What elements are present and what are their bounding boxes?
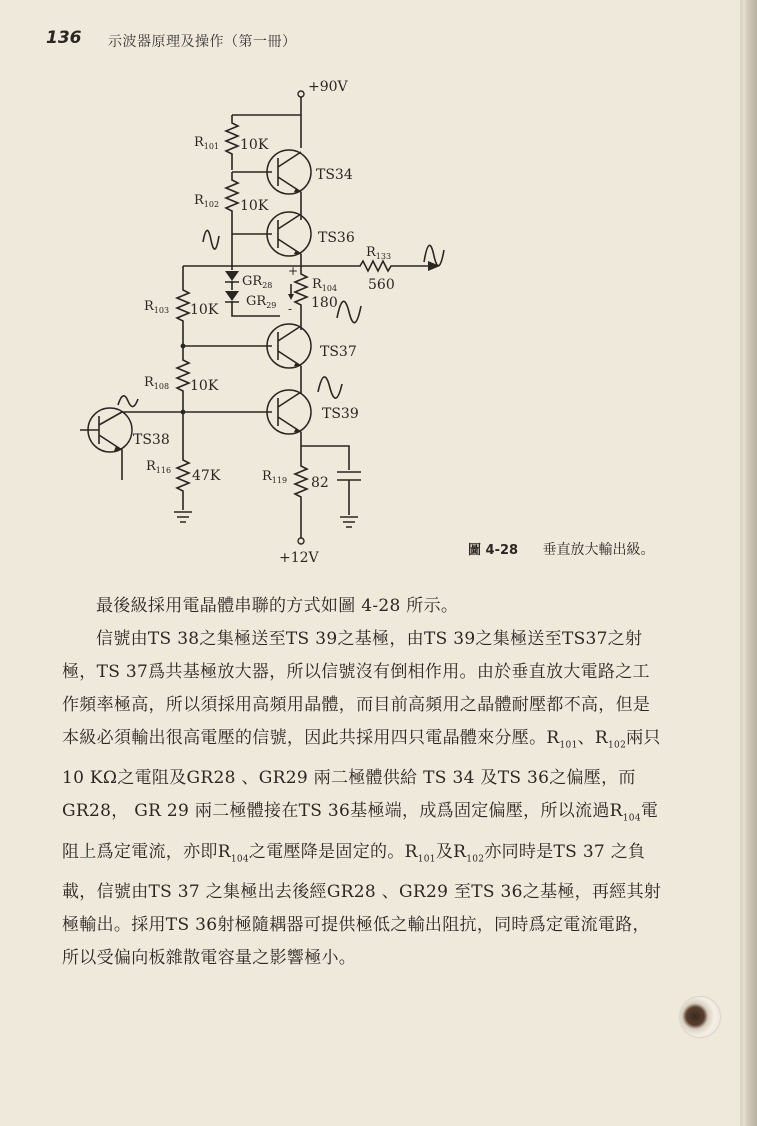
resistor-r101 [226,115,238,170]
r104-value: 180 [311,295,338,311]
paragraph-1: 最後級採用電晶體串聯的方式如圖 4-28 所示。 [96,596,459,616]
resistor-r119 [295,460,307,538]
r101-ref: R [404,841,418,862]
p2-segment-3: 電阻上爲定電流，亦即 [62,801,659,862]
r103-value: 10K [190,302,219,318]
body-text [62,590,666,975]
resistor-r103 [177,266,189,346]
r104-ref: R [609,801,623,822]
resistor-r133 [301,261,428,271]
separator: 及 [435,841,454,862]
running-title: 示波器原理及操作（第一冊） [108,34,297,50]
resistor-r108 [177,346,189,412]
r102-ref: R [453,841,467,862]
transistor-ts36 [267,212,311,256]
r102-value: 10K [240,198,269,214]
ground-icon [174,512,192,522]
polarity-plus: + [288,264,299,278]
diode-gr29-icon [225,291,239,301]
terminal-bottom [298,538,304,544]
binding-hole [680,997,720,1037]
polarity-minus: - [288,302,293,316]
separator: 、 [577,728,595,748]
r119-name: $R_{119}$ [262,469,288,485]
r102-ref-sub: 102 [608,740,627,751]
transistor-ts39-leads [278,392,301,432]
transistor-ts34-leads [278,152,301,192]
resistor-r102 [226,172,238,234]
signal-waveform-icon [203,230,219,249]
r133-name: $R_{133}$ [366,245,392,261]
r116-name: $R_{116}$ [146,459,172,475]
terminal-top [298,91,304,97]
gr29-label: $GR_{29}$ [246,294,277,310]
r104-ref-sub: 104 [622,813,641,824]
r116-value: 47K [192,468,221,484]
p2-segment-1: 信號由TS 38之集極送至TS 39之基極，由TS 39之集極送至TS37之射極，TS 37爲共基極放大器，所以信號沒有倒相作用。由於垂直放大電路之工作頻率極高，所以須採用高頻用晶體，而目前高頻用之晶體耐壓都不高，但是本級必須輸出很高電壓的信號，因此共採用四只電晶體來分壓。 [62,629,651,748]
signal-waveform-icon [318,377,342,398]
r108-value: 10K [190,378,219,394]
p2-segment-2: 兩只 10 KΩ之電阻及GR28 、GR29 兩二極體供給 TS 34 及TS 36之偏壓，而GR28， GR 29 兩二極體接在TS 36基極端，成爲固定偏壓，所以流過 [62,728,661,822]
r101-ref-sub: 101 [417,854,436,865]
figure-number: 圖 4-28 [468,543,519,558]
ts37-label: TS37 [320,344,357,360]
r102-ref: R [594,728,609,748]
transistor-ts36-leads [278,214,301,254]
r102-name: $R_{102}$ [194,193,220,209]
r101-value: 10K [240,137,269,153]
paragraph-2 [62,623,666,975]
r101-ref: R [546,728,560,748]
supply-bottom-label: +12V [279,550,319,566]
ts38-label: TS38 [133,432,170,448]
r101-name: $R_{101}$ [194,135,220,151]
r133-value: 560 [368,277,395,293]
wire [225,281,239,290]
transistor-ts37-leads [278,326,301,366]
transistor-ts37 [267,324,311,368]
r102-ref-sub: 102 [466,854,485,865]
transistor-ts39 [267,390,311,434]
r119-value: 82 [311,475,329,491]
wire [301,446,349,470]
ts39-label: TS39 [322,406,359,422]
transistor-ts38-leads [99,412,122,480]
signal-waveform-icon [118,396,138,407]
ts36-label: TS36 [318,230,355,246]
capacitor-icon [337,472,361,515]
r104-ref: R [217,841,231,862]
figure-caption-text: 垂直放大輸出級。 [542,542,655,558]
p2-segment-5: 亦同時是TS 37 之負載，信號由TS 37 之集極出去後經GR28 、GR29 至TS 36之基極，再經其射極輸出。採用TS 36射極隨耦器可提供極低之輸出阻抗，同時爲定電流電路，所以受偏向板雜散電容量之影響極小。 [62,841,662,969]
r108-name: $R_{108}$ [144,375,170,391]
supply-top-label: +90V [308,79,348,95]
signal-waveform-icon [337,301,361,322]
p2-segment-4: 之電壓降是固定的。 [248,841,405,862]
transistor-ts34 [267,150,311,194]
r101-ref-sub: 101 [559,740,578,751]
current-arrow-head-icon [288,294,294,300]
gr28-label: $GR_{28}$ [242,274,273,290]
ground-icon [340,517,358,527]
r104-name: $R_{104}$ [312,277,338,293]
r104-ref-sub: 104 [230,854,249,865]
figure-caption [468,539,655,559]
signal-waveform-icon [424,245,444,265]
page-number: 136 [46,28,82,48]
resistor-r116 [177,412,189,510]
diode-gr28-icon [225,271,239,281]
r103-name: $R_{103}$ [144,299,170,315]
ts34-label: TS34 [316,167,353,183]
